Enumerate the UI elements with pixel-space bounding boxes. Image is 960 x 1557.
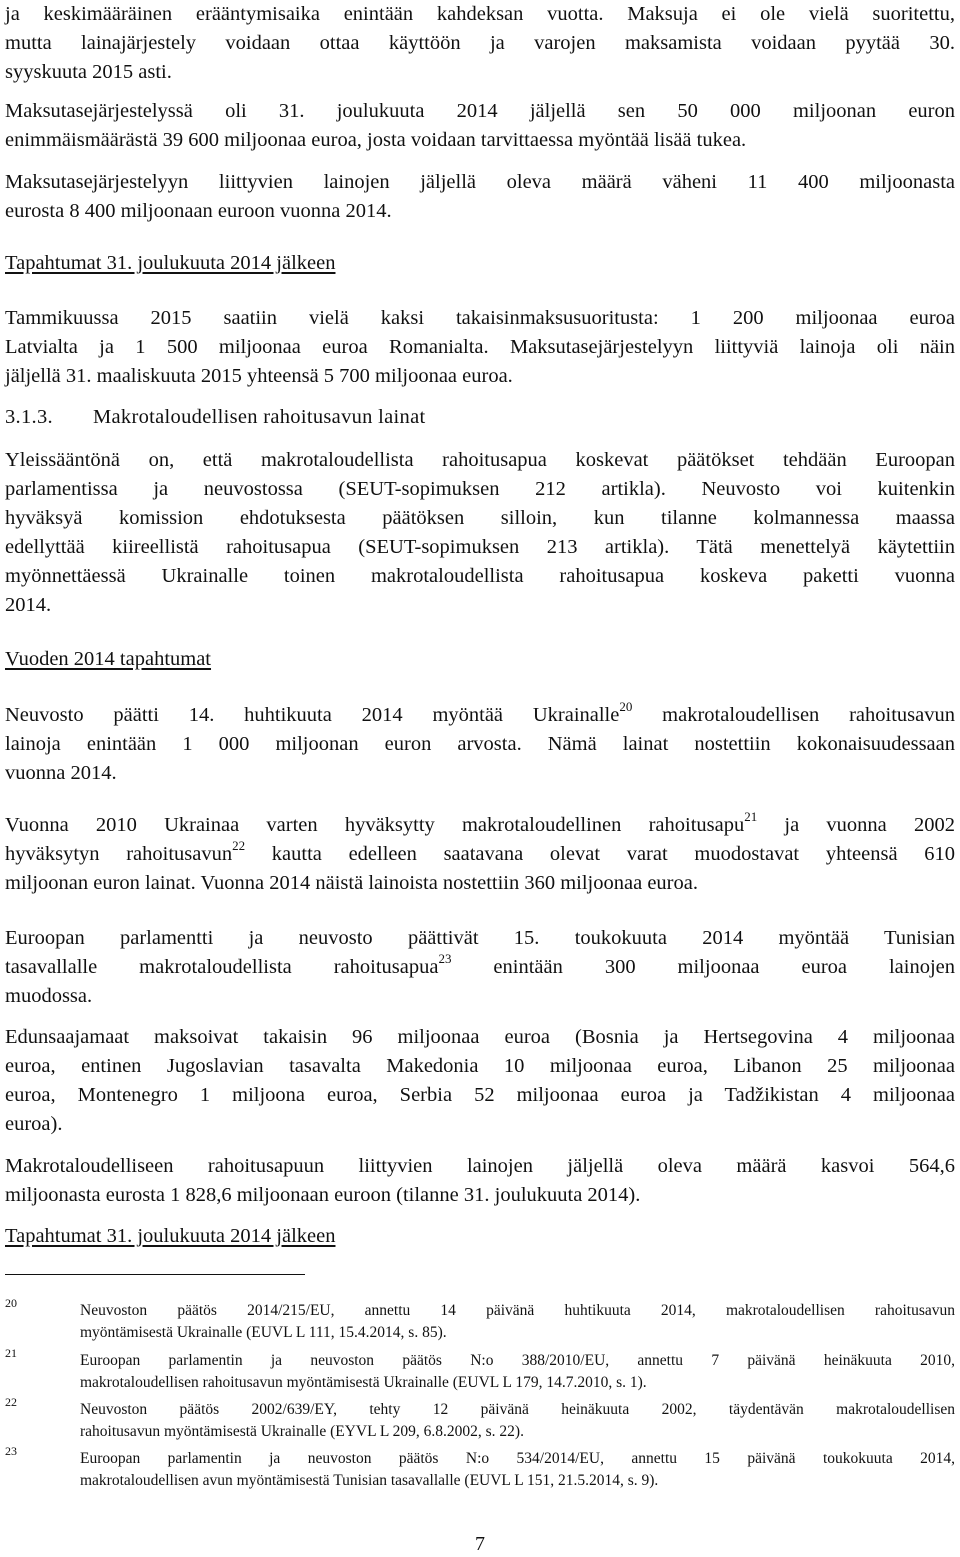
text-line: edellyttää kiireellistä rahoitusapua (SEUT-sopimuksen 213 artikla). Tätä menettelyä käytettiin: [5, 536, 955, 558]
text-line: Edunsaajamaat maksoivat takaisin 96 miljoonaa euroa (Bosnia ja Hertsegovina 4 miljoonaa: [5, 1026, 955, 1048]
text-line: euroa).: [5, 1113, 63, 1135]
text-line: myönnettäessä Ukrainalle toinen makrotaloudellista rahoitusapua koskeva paketti vuonna: [5, 565, 955, 587]
subheading-events-after-2: Tapahtumat 31. joulukuuta 2014 jälkeen: [5, 1225, 336, 1247]
subheading-events-2014: Vuoden 2014 tapahtumat: [5, 648, 212, 670]
text-line: Latvialta ja 1 500 miljoonaa euroa Romanialta. Maksutasejärjestelyyn liittyviä lainoja oli näin: [5, 336, 955, 358]
text-line: Tammikuussa 2015 saatiin vielä kaksi takaisinmaksusuoritusta: 1 200 miljoonaa euroa: [5, 307, 955, 329]
footnote-ref: 23: [438, 951, 452, 967]
text-line: Yleissääntönä on, että makrotaloudellista rahoitusapua koskevat päätökset tehdään Euroopan: [5, 449, 955, 471]
section-heading: [5, 403, 955, 432]
paragraph-ukraine-2010: Vuonna 2010 Ukrainaa varten hyväksytty makrotaloudellinen rahoitusapu$^{21}$ ja vuonna 2002 hyväksytyn rahoitusavun$^{22}$ kautta edelleen saatavana olevat varat muodostavat yhteensä 610 miljoonan euron lainat. Vuonna 2014 näistä lainoista nostettiin 360 miljoonaa euroa.: [5, 809, 955, 894]
text-line: jäljellä 31. maaliskuuta 2015 yhteensä 5 700 miljoonaa euroa.: [5, 365, 513, 387]
footnote-ref: 20: [619, 699, 633, 715]
paragraph-bop-loans-decrease: [5, 168, 955, 226]
paragraph-loan-arrangement: [5, 0, 955, 87]
subheading-events-after-1: Tapahtumat 31. joulukuuta 2014 jälkeen: [5, 252, 336, 274]
text-line: hyväksyä komission ehdotuksesta päätöksen silloin, kun tilanne kolmannessa maassa: [5, 507, 955, 529]
text-line: Maksutasejärjestelyyn liittyvien lainojen jäljellä oleva määrä väheni 11 400 miljoonasta: [5, 171, 955, 193]
text-line: enimmäismäärästä 39 600 miljoonaa euroa, josta voidaan tarvittaessa myöntää lisää tukea.: [5, 129, 747, 151]
section-title: Makrotaloudellisen rahoitusavun lainat: [93, 406, 426, 428]
text-line: Maksutasejärjestelyssä oli 31. joulukuuta 2014 jäljellä sen 50 000 miljoonan euron: [5, 100, 955, 122]
text-line: miljoonasta eurosta 1 828,6 miljoonaan euroon (tilanne 31. joulukuuta 2014).: [5, 1184, 641, 1206]
text-line: 2014.: [5, 594, 52, 616]
text-line: mutta lainajärjestely voidaan ottaa käyttöön ja varojen maksamista voidaan pyytää 30.: [5, 32, 955, 54]
footnote-separator: [5, 1274, 305, 1275]
text-line: euroa, Montenegro 1 miljoona euroa, Serbia 52 miljoonaa euroa ja Tadžikistan 4 miljoonaa: [5, 1084, 955, 1106]
document-page: ja keskimääräinen erääntymisaika enintään kahdeksan vuotta. Maksuja ei ole vielä suoritettu, mutta lainajärjestely voidaan ottaa käyttöön ja varojen maksamista voidaan pyytää 30. syyskuuta 2015 asti. Maksutasejärjestelyssä oli 31. joulukuuta 2014 jäljellä sen 50 000 miljoonan euron enimmäismäärästä 39 600 miljoonaa euroa, josta voidaan tarvittaessa myöntää lisää tukea. Maksutasejärjestelyyn liittyvien lainojen jäljellä oleva määrä väheni 11 400 miljoonasta eurosta 8 400 miljoonaan euroon vuonna 2014. Tapahtumat 31. joulukuuta 2014 jälkeen Tammikuussa 2015 saatiin vielä kaksi takaisinmaksusuoritusta: 1 200 miljoonaa euroa Latvialta ja 1 500 miljoonaa euroa Romanialta. Maksutasejärjestelyyn liittyviä lainoja oli näin jäljellä 31. maaliskuuta 2015 yhteensä 5 700 miljoonaa euroa. 3.1.3. Makrotaloudellisen rahoitusavun lainat Yleissääntönä on, että makrotaloudellista rahoitusapua koskevat päätökset tehdään Euroopan parlamentissa ja neuvostossa (SEUT-sopimuksen 212 artikla). Neuvosto voi kuitenkin hyväksyä komission ehdotuksesta päätöksen silloin, kun tilanne kolmannessa maassa edellyttää kiireellistä rahoitusapua (SEUT-sopimuksen 213 artikla). Tätä menettelyä käytettiin myönnettäessä Ukrainalle toinen makrotaloudellista rahoitusapua koskeva paketti vuonna 2014. Vuoden 2014 tapahtumat Neuvosto päätti 14. huhtikuuta 2014 myöntää Ukrainalle$^{20}$ makrotaloudellisen rahoitusavun lainoja enintään 1 000 miljoonan euron arvosta. Nämä lainat nostettiin kokonaisuudessaan vuonna 2014. Vuonna 2010 Ukrainaa varten hyväksytty makrotaloudellinen rahoitusapu$^{21}$ ja vuonna 2002 hyväksytyn rahoitusavun$^{22}$ kautta edelleen saatavana olevat varat muodostavat yhteensä 610 miljoonan euron lainat. Vuonna 2014 näistä lainoista nostettiin 360 miljoonaa euroa. Euroopan parlamentti ja neuvosto päättivät 15. toukokuuta 2014 myöntää Tunisian tasavallalle makrotaloudellista rahoitusapua$^{23}$ enintään 300 miljoonaa euroa lainojen muodossa. Edunsaajamaat maksoivat takaisin 96 miljoonaa euroa (Bosnia ja Hertsegovina 4 miljoonaa euroa, entinen Jugoslavian tasavalta Makedonia 10 miljoonaa euroa, Libanon 25 miljoonaa euroa, Montenegro 1 miljoona euroa, Serbia 52 miljoonaa euroa ja Tadžikistan 4 miljoonaa euroa). Makrotaloudelliseen rahoitusapuun liittyvien lainojen jäljellä oleva määrä kasvoi 564,6 miljoonasta eurosta 1 828,6 miljoonaan euroon (tilanne 31. joulukuuta 2014). Tapahtumat 31. joulukuuta 2014 jälkeen 20 Neuvoston päätös 2014/215/EU, annettu 14 päivänä huhtikuuta 2014, makrotaloudellisen rahoitusavun myöntämisestä Ukrainalle (EUVL L 111, 15.4.2014, s. 85). 21 Euroopan parlamentin ja neuvoston päätös N:o 388/2010/EU, annettu 7 päivänä heinäkuuta 2010, makrotaloudellisen rahoitusavun myöntämisestä Ukrainalle (EUVL L 179, 14.7.2010, s. 1). 22 Neuvoston päätös 2002/639/EY, tehty 12 päivänä heinäkuuta 2002, täydentävän makrotaloudellisen rahoitusavun myöntämisestä Ukrainalle (EYVL L 209, 6.8.2002, s. 22). 23 Euroopan parlamentin ja neuvoston päätös N:o 534/2014/EU, annettu 15 päivänä toukokuuta 2014, makrotaloudellisen avun myöntämisestä Tunisian tasavallalle (EUVL L 151, 21.5.2014, s. 9). 7: [0, 0, 960, 1557]
text-line: eurosta 8 400 miljoonaan euroon vuonna 2014.: [5, 200, 392, 222]
paragraph-mfa-increase: [5, 1152, 955, 1210]
text-line: ja keskimääräinen erääntymisaika enintään kahdeksan vuotta. Maksuja ei ole vielä suoritettu,: [5, 3, 955, 25]
text-line: parlamentissa ja neuvostossa (SEUT-sopimuksen 212 artikla). Neuvosto voi kuitenkin: [5, 478, 955, 500]
paragraph-tunisia: Euroopan parlamentti ja neuvosto päättivät 15. toukokuuta 2014 myöntää Tunisian tasavallalle makrotaloudellista rahoitusapua$^{23}$ enintään 300 miljoonaa euroa lainojen muodossa.: [5, 927, 956, 1007]
paragraph-bop-remaining: [5, 97, 955, 155]
footnote-ref: 22: [232, 838, 246, 854]
text-line: syyskuuta 2015 asti.: [5, 61, 172, 83]
page-number: 7: [475, 1533, 485, 1555]
text-line: Makrotaloudelliseen rahoitusapuun liittyvien lainojen jäljellä oleva määrä kasvoi 564,6: [5, 1155, 955, 1177]
paragraph-ukraine-2014: Neuvosto päätti 14. huhtikuuta 2014 myöntää Ukrainalle$^{20}$ makrotaloudellisen rahoitusavun lainoja enintään 1 000 miljoonan euron arvosta. Nämä lainat nostettiin kokonaisuudessaan vuonna 2014.: [5, 699, 955, 784]
text-line: euroa, entinen Jugoslavian tasavalta Makedonia 10 miljoonaa euroa, Libanon 25 miljoonaa: [5, 1055, 955, 1077]
footnote-ref: 21: [744, 809, 758, 825]
paragraph-repayments: [5, 1023, 955, 1139]
paragraph-repayments-2015: [5, 304, 955, 391]
paragraph-general-rule: [5, 446, 955, 620]
section-number: 3.1.3.: [5, 406, 53, 428]
